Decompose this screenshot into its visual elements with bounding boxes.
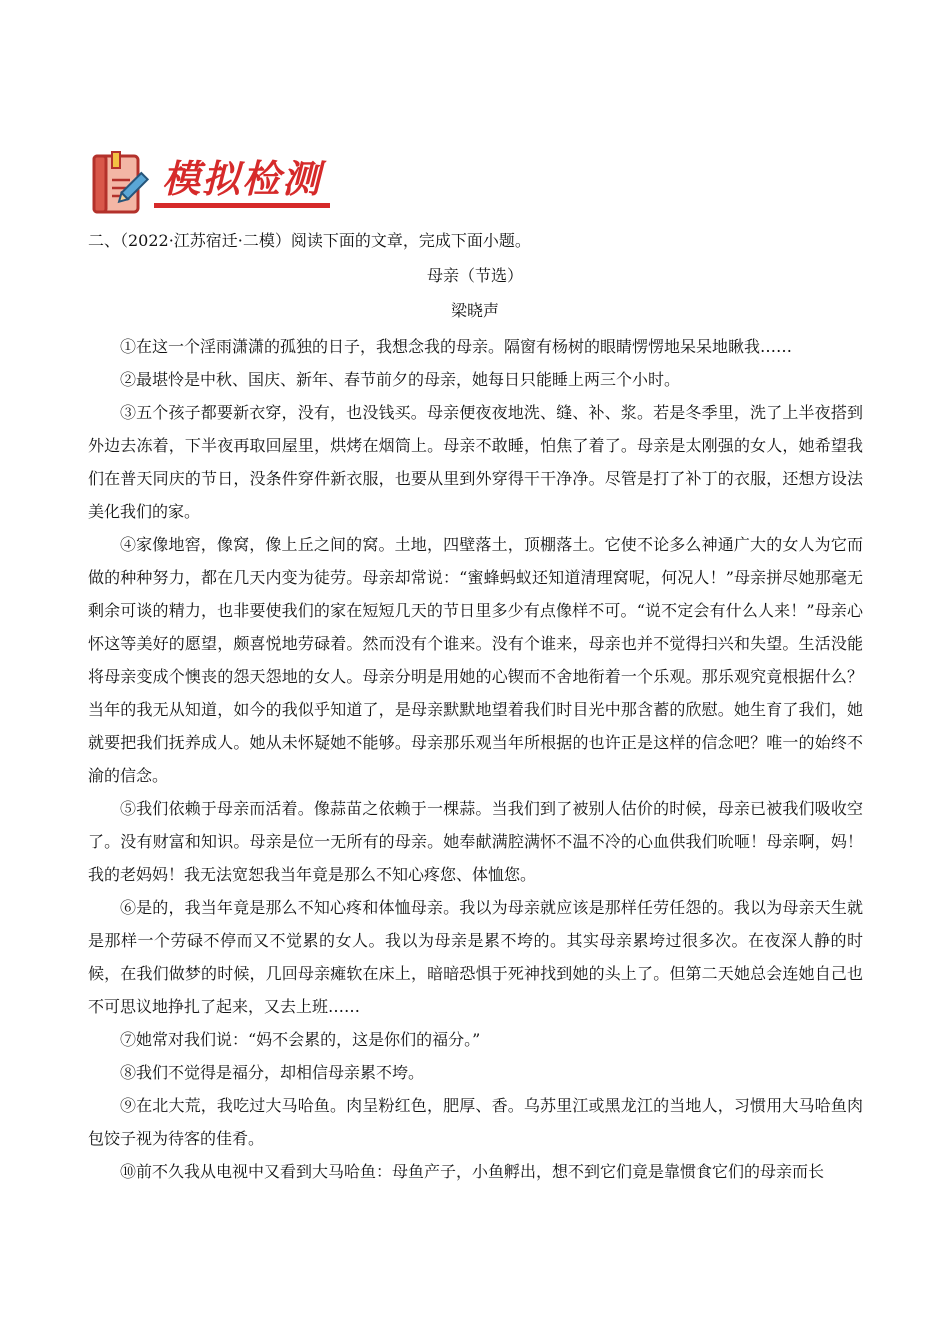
- paragraph-10: ⑩前不久我从电视中又看到大马哈鱼：母鱼产子，小鱼孵出，想不到它们竟是靠惯食它们的母亲而长: [120, 1162, 825, 1181]
- paragraph-1: ①在这一个淫雨潇潇的孤独的日子，我想念我的母亲。隔窗有杨树的眼睛愣愣地呆呆地瞅我……: [120, 337, 793, 356]
- banner-title: 模拟检测: [162, 157, 323, 201]
- paragraph-4: ④家像地窖，像窝，像上丘之间的窝。土地，四壁落土，顶棚落土。它使不论多么神通广大的女人为它而做的种种努力，都在几天内变为徒劳。母亲却常说：“蜜蜂蚂蚁还知道清理窝呢，何况人！”母亲拼尽她那毫无剩余可谈的精力，也非要使我们的家在短短几天的节日里多少有点像样不可。“说不定会有什么人来！”母亲心怀这等美好的愿望，颇喜悦地劳碌着。然而没有个谁来。没有个谁来，母亲也并不觉得扫兴和失望。生活没能将母亲变成个懊丧的怨天怨地的女人。母亲分明是用她的心锲而不舍地衔着一个乐观。那乐观究竟根据什么？当年的我无从知道，如今的我似乎知道了，是母亲默默地望着我们时目光中那含蓄的欣慰。她生育了我们，她就要把我们抚养成人。她从未怀疑她不能够。母亲那乐观当年所根据的也许正是这样的信念吧？唯一的始终不渝的信念。: [88, 535, 863, 785]
- notebook-pencil-icon: [90, 150, 152, 216]
- paragraph-7: ⑦她常对我们说：“妈不会累的，这是你们的福分。”: [120, 1030, 481, 1049]
- paragraph-6: ⑥是的，我当年竟是那么不知心疼和体恤母亲。我以为母亲就应该是那样任劳任怨的。我以为母亲天生就是那样一个劳碌不停而又不觉累的女人。我以为母亲是累不垮的。其实母亲累垮过很多次。在夜深人静的时候，在我们做梦的时候，几回母亲瘫软在床上，暗暗恐惧于死神找到她的头上了。但第二天她总会连她自己也不可思议地挣扎了起来，又去上班……: [88, 898, 863, 1016]
- article-author: 梁晓声: [450, 301, 499, 320]
- paragraph-8: ⑧我们不觉得是福分，却相信母亲累不垮。: [120, 1063, 425, 1082]
- paragraph-3: ③五个孩子都要新衣穿，没有，也没钱买。母亲便夜夜地洗、缝、补、浆。若是冬季里，洗了上半夜搭到外边去冻着，下半夜再取回屋里，烘烤在烟筒上。母亲不敢睡，怕焦了着了。母亲是太刚强的女人，她希望我们在普天同庆的节日，没条件穿件新衣服，也要从里到外穿得干干净净。尽管是打了补丁的衣服，还想方设法美化我们的家。: [88, 403, 863, 521]
- article-body: [88, 330, 863, 1188]
- paragraph-9: ⑨在北大荒，我吃过大马哈鱼。肉呈粉红色，肥厚、香。乌苏里江或黑龙江的当地人，习惯用大马哈鱼肉包饺子视为待客的佳肴。: [88, 1096, 863, 1148]
- article-title: 母亲（节选）: [426, 266, 523, 285]
- paragraph-2: ②最堪怜是中秋、国庆、新年、春节前夕的母亲，她每日只能睡上两三个小时。: [120, 370, 681, 389]
- section-banner: [90, 150, 335, 216]
- banner-underline: [154, 203, 330, 208]
- question-intro: 二、（2022·江苏宿迁·二模）阅读下面的文章，完成下面小题。: [88, 231, 531, 250]
- paragraph-5: ⑤我们依赖于母亲而活着。像蒜苗之依赖于一棵蒜。当我们到了被别人估价的时候，母亲已被我们吸收空了。没有财富和知识。母亲是位一无所有的母亲。她奉献满腔满怀不温不冷的心血供我们吮咂！母亲啊，妈！我的老妈妈！我无法宽恕我当年竟是那么不知心疼您、体恤您。: [88, 799, 863, 884]
